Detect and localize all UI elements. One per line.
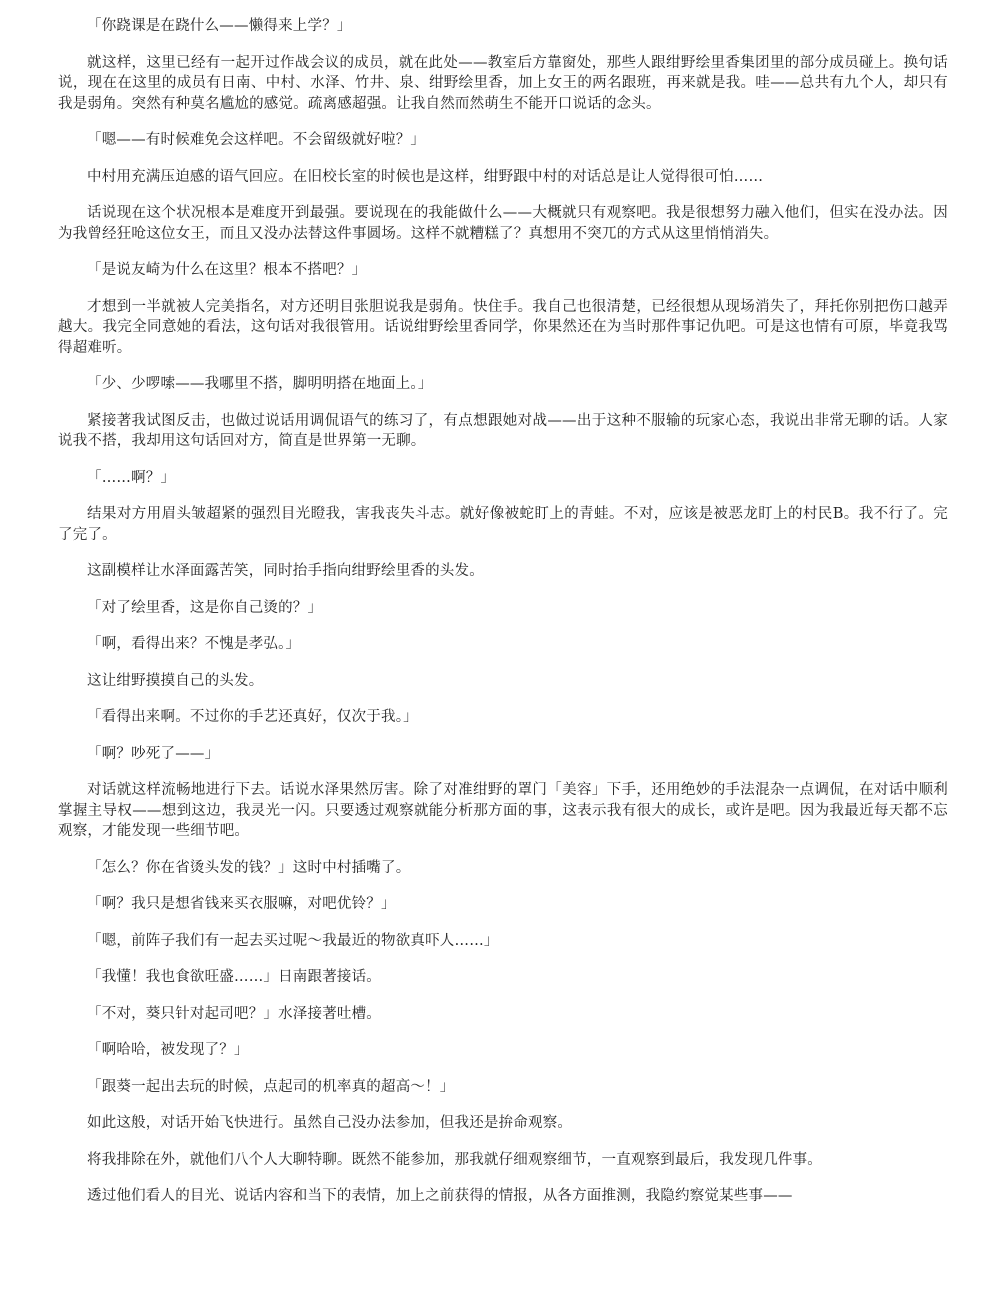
paragraph: 「看得出来啊。不过你的手艺还真好，仅次于我。」: [87, 709, 418, 725]
paragraph: 中村用充满压迫感的语气回应。在旧校长室的时候也是这样，绀野跟中村的对话总是让人觉得很可怕……: [87, 168, 764, 185]
paragraph: 「跟葵一起出去玩的时候，点起司的机率真的超高～！」: [87, 1078, 455, 1095]
paragraph: 「嗯——有时候难免会这样吧。不会留级就好啦？」: [87, 132, 426, 148]
paragraph: 「啊？我只是想省钱来买衣服嘛，对吧优铃？」: [87, 896, 396, 912]
paragraph: 「你跷课是在跷什么——懒得来上学？」: [87, 18, 352, 34]
document-page: [58, 16, 948, 1207]
paragraph: 「我懂！我也食欲旺盛……」日南跟著接话。: [87, 969, 381, 985]
paragraph: 这副模样让水泽面露苦笑，同时抬手指向绀野绘里香的头发。: [87, 563, 484, 579]
paragraph: 「怎么？你在省烫头发的钱？」这时中村插嘴了。: [87, 859, 411, 876]
paragraph: 结果对方用眉头皱超紧的强烈目光瞪我，害我丧失斗志。就好像被蛇盯上的青蛙。不对，应该是被恶龙盯上的村民B。我不行了。完了完了。: [58, 506, 948, 543]
paragraph: 话说现在这个状况根本是难度开到最强。要说现在的我能做什么——大概就只有观察吧。我是很想努力融入他们，但实在没办法。因为我曾经狂呛这位女王，而且又没办法替这件事圆场。这样不就糟糕了？真想用不突兀的方式从这里悄悄消失。: [58, 205, 948, 242]
paragraph: 就这样，这里已经有一起开过作战会议的成员，就在此处——教室后方靠窗处，那些人跟绀野绘里香集团里的部分成员碰上。换句话说，现在在这里的成员有日南、中村、水泽、竹井、泉、绀野绘里香，加上女王的两名跟班，再来就是我。哇——总共有九个人，却只有我是弱角。突然有种莫名尴尬的感觉。疏离感超强。让我自然而然萌生不能开口说话的念头。: [58, 54, 948, 112]
paragraph: 将我排除在外，就他们八个人大聊特聊。既然不能参加，那我就仔细观察细节，一直观察到最后，我发现几件事。: [87, 1151, 822, 1168]
paragraph: 「嗯，前阵子我们有一起去买过呢～我最近的物欲真吓人……」: [87, 932, 499, 949]
paragraph: 「……啊？」: [87, 469, 176, 486]
paragraph: 对话就这样流畅地进行下去。话说水泽果然厉害。除了对准绀野的罩门「美容」下手，还用绝妙的手法混杂一点调侃，在对话中顺利掌握主导权——想到这边，我灵光一闪。只要透过观察就能分析那方面的事，这表示我有很大的成长，或许是吧。因为我最近每天都不忘观察，才能发现一些细节吧。: [58, 782, 948, 839]
paragraph: 「啊哈哈，被发现了？」: [87, 1042, 249, 1058]
paragraph: 「不对，葵只针对起司吧？」水泽接著吐槽。: [87, 1005, 381, 1022]
paragraph: 「对了绘里香，这是你自己烫的？」: [87, 599, 323, 616]
paragraph: 透过他们看人的目光、说话内容和当下的表情，加上之前获得的情报，从各方面推测，我隐约察觉某些事——: [87, 1188, 793, 1204]
paragraph: 紧接著我试图反击，也做过说话用调侃语气的练习了，有点想跟她对战——出于这种不服输的玩家心态，我说出非常无聊的话。人家说我不搭，我却用这句话回对方，简直是世界第一无聊。: [58, 412, 948, 449]
paragraph: 如此这般，对话开始飞快进行。虽然自己没办法参加，但我还是拚命观察。: [87, 1115, 573, 1131]
paragraph: 才想到一半就被人完美指名，对方还明目张胆说我是弱角。快住手。我自己也很清楚，已经很想从现场消失了，拜托你别把伤口越弄越大。我完全同意她的看法，这句话对我很管用。话说绀野绘里香同学，你果然还在为当时那件事记仇吧。可是这也情有可原，毕竟我骂得超难听。: [58, 298, 948, 356]
paragraph: 「啊，看得出来？不愧是孝弘。」: [87, 636, 301, 652]
paragraph: 「是说友崎为什么在这里？根本不搭吧？」: [87, 262, 367, 278]
paragraph: 「少、少啰嗦——我哪里不搭，脚明明搭在地面上。」: [87, 376, 433, 392]
paragraph: 这让绀野摸摸自己的头发。: [87, 672, 264, 689]
paragraph: 「啊？吵死了——」: [87, 745, 220, 762]
